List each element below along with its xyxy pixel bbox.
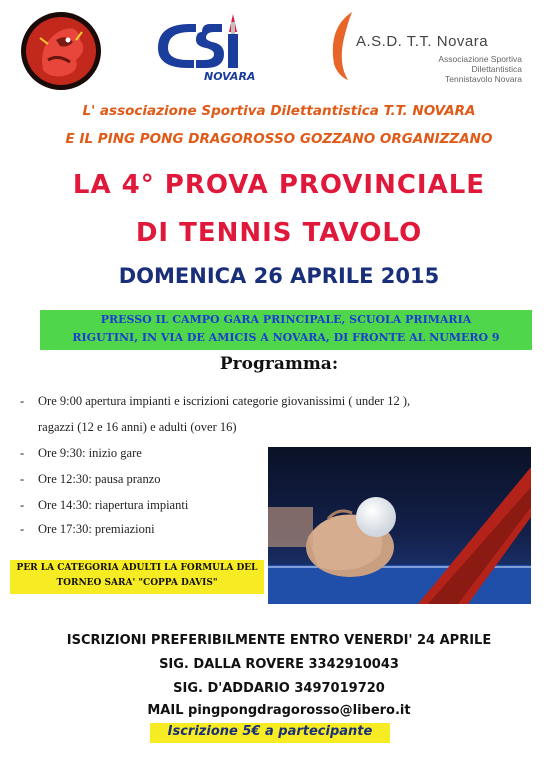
organizer-line-1: L' associazione Sportiva Dilettantistica T.T. NOVARA [82, 103, 476, 119]
contact-daddario: SIG. D'ADDARIO 3497019720 [173, 681, 385, 696]
tt-sub3: Tennistavolo Novara [444, 74, 522, 84]
dragorosso-logo [18, 10, 104, 92]
list-item: - Ore 9:30: inizio gare [20, 446, 142, 460]
contact-dalla-rovere: SIG. DALLA ROVERE 3342910043 [159, 657, 399, 672]
event-date: DOMENICA 26 APRILE 2015 [118, 264, 440, 288]
tt-sub2: Dilettantistica [471, 64, 522, 74]
list-item: - Ore 9:00 apertura impianti e iscrizioni categorie giovanissimi ( under 12 ), [20, 394, 411, 408]
tt-title: A.S.D. T.T. Novara [356, 33, 489, 50]
program-heading: Programma: [219, 354, 339, 374]
csi-logo [150, 12, 275, 88]
registration-fee: Iscrizione 5€ a partecipante [167, 724, 373, 739]
contact-email: MAIL pingpongdragorosso@libero.it [147, 703, 411, 718]
event-title-line-2: DI TENNIS TAVOLO [135, 218, 423, 248]
venue-line-1: PRESSO IL CAMPO GARA PRINCIPALE, SCUOLA PRIMARIA [100, 313, 472, 326]
adult-format-line-1: PER LA CATEGORIA ADULTI LA FORMULA DEL [16, 563, 258, 573]
csi-caption: NOVARA [204, 70, 256, 83]
list-item: ragazzi (12 e 16 anni) e adulti (over 16) [38, 420, 237, 434]
list-item: - Ore 12:30: pausa pranzo [20, 472, 161, 486]
adult-format-line-2: TORNEO SARA' "COPPA DAVIS" [56, 578, 218, 588]
tt-novara-logo [322, 8, 522, 84]
tt-sub1: Associazione Sportiva [438, 54, 522, 64]
organizer-line-2: E IL PING PONG DRAGOROSSO GOZZANO ORGANIZZANO [65, 131, 493, 147]
table-tennis-photo [268, 447, 531, 604]
registration-deadline: ISCRIZIONI PREFERIBILMENTE ENTRO VENERDI' 24 APRILE [66, 633, 492, 648]
event-title-line-1: LA 4° PROVA PROVINCIALE [72, 170, 486, 200]
list-item: - Ore 17:30: premiazioni [20, 522, 155, 536]
venue-line-2: RIGUTINI, IN VIA DE AMICIS A NOVARA, DI FRONTE AL NUMERO 9 [72, 331, 500, 344]
list-item: - Ore 14:30: riapertura impianti [20, 498, 189, 512]
